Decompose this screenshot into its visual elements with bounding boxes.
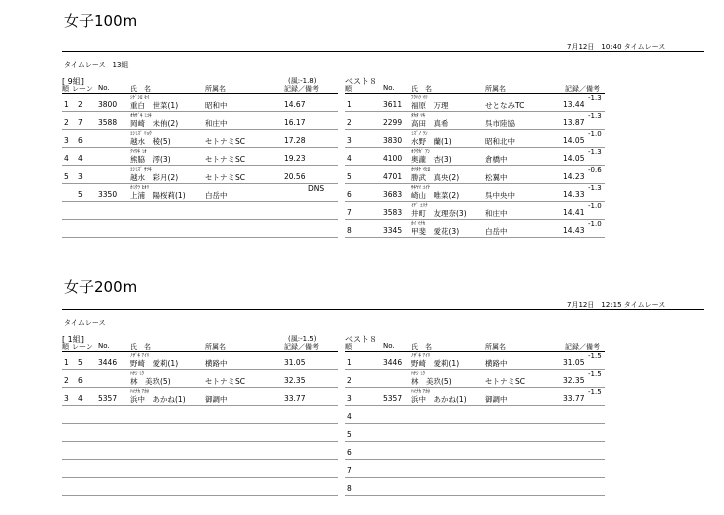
wind: -1.3 — [588, 184, 602, 192]
kana: ﾀｶﾀ ﾏｷ — [411, 113, 426, 119]
kana: ﾊﾏﾅｶ ｱｶﾈ — [411, 389, 431, 395]
athlete-name: 奥瀧 杏(3) — [411, 155, 452, 164]
record: 14.23 — [563, 172, 585, 181]
kana: ｺｼﾐｽﾞ ｻﾂｷ — [130, 167, 152, 173]
table-row — [345, 202, 605, 219]
table-row — [345, 424, 605, 441]
lane: 6 — [78, 376, 83, 385]
wind: -1.0 — [588, 220, 602, 228]
heat-wind: (風:-1.8) — [288, 77, 317, 85]
record: 31.05 — [563, 358, 585, 367]
team: 御調中 — [205, 395, 228, 404]
bib: 2299 — [383, 118, 403, 127]
athlete-name: 岡崎 未侑(2) — [130, 119, 179, 128]
col-record: 記録／備考 — [284, 343, 319, 351]
wind: -0.6 — [588, 166, 602, 174]
kana: ｼｹﾞｼﾛ ｾｲ — [130, 95, 150, 101]
lane: 5 — [78, 190, 83, 199]
record: DNS — [308, 184, 325, 193]
col-name: 氏 名 — [130, 85, 151, 93]
col-lane: レーン — [72, 343, 93, 351]
kana: ﾊﾔｼ ﾐｸ — [411, 371, 426, 377]
record: 32.35 — [563, 376, 585, 385]
athlete-name: 越水 稜(5) — [130, 137, 171, 146]
bib: 5357 — [98, 394, 118, 403]
bib: 3611 — [383, 100, 403, 109]
bib: 3350 — [98, 190, 118, 199]
heat-panel — [62, 75, 338, 245]
rank: 3 — [64, 394, 69, 403]
col-team: 所属名 — [485, 85, 506, 93]
record: 33.77 — [563, 394, 585, 403]
table-row — [345, 442, 605, 459]
kana: ｸﾏﾜｷ ﾐｵ — [130, 149, 147, 155]
best8-label: ベスト８ — [345, 335, 377, 344]
lane: 2 — [78, 100, 83, 109]
col-record: 記録／備考 — [565, 85, 600, 93]
team: セトナミSC — [205, 155, 245, 164]
rank: 3 — [64, 136, 69, 145]
col-rank: 順 — [62, 85, 69, 93]
rank: 5 — [64, 172, 69, 181]
kana: ﾊﾏﾅｶ ｱｶﾈ — [130, 389, 150, 395]
kana: ｶﾂﾀｹ ﾏﾋﾛ — [411, 167, 431, 173]
kana: ﾌｸﾊﾗ ﾏﾘ — [411, 95, 428, 101]
rank: 1 — [347, 358, 352, 367]
best8-panel — [345, 333, 605, 503]
heat-label: [ 9組] — [62, 77, 84, 86]
team: セトナミSC — [485, 377, 525, 386]
lane: 3 — [78, 172, 83, 181]
table-row — [62, 112, 338, 129]
athlete-name: 勝武 真央(2) — [411, 173, 460, 182]
record: 17.28 — [284, 136, 306, 145]
rank: 2 — [64, 376, 69, 385]
col-no: No. — [98, 84, 110, 92]
team: 呉市陸協 — [485, 119, 515, 128]
rank: 8 — [347, 226, 352, 235]
rank: 3 — [347, 136, 352, 145]
record: 14.05 — [563, 136, 585, 145]
wind: -1.3 — [588, 112, 602, 120]
rank: 7 — [347, 466, 352, 475]
col-team: 所属名 — [485, 343, 506, 351]
athlete-name: 福原 万理 — [411, 101, 449, 110]
col-rank: 順 — [345, 85, 352, 93]
heat-label: [ 1組] — [62, 335, 84, 344]
bib: 3345 — [383, 226, 403, 235]
athlete-name: 甲斐 愛花(3) — [411, 227, 460, 236]
athlete-name: 崎山 唯菜(2) — [411, 191, 460, 200]
kana: ｻｷﾔﾏ ﾕｲﾅ — [411, 185, 431, 191]
event-datetime: 7月12日 10:40 タイムレース — [567, 43, 666, 51]
col-rank: 順 — [62, 343, 69, 351]
heat-wind: (風:-1.5) — [288, 335, 317, 343]
table-row — [345, 460, 605, 477]
row-rule — [62, 477, 338, 478]
lane: 6 — [78, 136, 83, 145]
event-title: 女子100m — [64, 12, 138, 30]
lane: 4 — [78, 154, 83, 163]
row-rule — [62, 237, 338, 238]
bib: 3800 — [98, 100, 118, 109]
athlete-name: 野崎 愛莉(1) — [130, 359, 179, 368]
row-rule — [345, 237, 605, 238]
col-no: No. — [383, 84, 395, 92]
col-lane: レーン — [72, 85, 93, 93]
col-record: 記録／備考 — [565, 343, 600, 351]
athlete-name: 上浦 陽桜莉(1) — [130, 191, 186, 200]
table-row — [345, 352, 605, 369]
bib: 4701 — [383, 172, 403, 181]
rank: 8 — [347, 484, 352, 493]
wind: -1.5 — [588, 370, 602, 378]
lane: 4 — [78, 394, 83, 403]
team: セトナミSC — [205, 173, 245, 182]
heat-panel — [62, 333, 338, 503]
bib: 5357 — [383, 394, 403, 403]
record: 13.87 — [563, 118, 585, 127]
rank: 5 — [347, 172, 352, 181]
col-record: 記録／備考 — [284, 85, 319, 93]
kana: ﾊﾔｼ ﾐｸ — [130, 371, 145, 377]
table-row — [62, 370, 338, 387]
col-name: 氏 名 — [130, 343, 151, 351]
row-rule — [62, 219, 338, 220]
record: 14.43 — [563, 226, 585, 235]
wind: -1.0 — [588, 130, 602, 138]
event-datetime: 7月12日 12:15 タイムレース — [567, 301, 666, 309]
table-row — [62, 94, 338, 111]
team: 横路中 — [485, 359, 508, 368]
col-team: 所属名 — [205, 85, 226, 93]
table-row — [62, 388, 338, 405]
athlete-name: 野崎 愛莉(1) — [411, 359, 460, 368]
athlete-name: 熊脇 澪(3) — [130, 155, 171, 164]
divider — [62, 309, 704, 310]
bib: 3683 — [383, 190, 403, 199]
record: 32.35 — [284, 376, 306, 385]
record: 19.23 — [284, 154, 306, 163]
athlete-name: 越水 彩月(2) — [130, 173, 179, 182]
table-row — [345, 112, 605, 129]
kana: ｶｲ ﾏﾅｶ — [411, 221, 426, 227]
record: 14.41 — [563, 208, 585, 217]
lane: 5 — [78, 358, 83, 367]
bib: 3446 — [383, 358, 403, 367]
col-no: No. — [383, 342, 395, 350]
athlete-name: 浜中 あかね(1) — [130, 395, 186, 404]
divider — [62, 51, 704, 52]
wind: -1.5 — [588, 388, 602, 396]
rank: 6 — [347, 190, 352, 199]
row-rule — [62, 405, 338, 406]
event-subtitle: タイムレース 13組 — [64, 61, 129, 69]
record: 14.67 — [284, 100, 306, 109]
record: 13.44 — [563, 100, 585, 109]
team: 横路中 — [205, 359, 228, 368]
bib: 3583 — [383, 208, 403, 217]
col-rank: 順 — [345, 343, 352, 351]
row-rule — [62, 441, 338, 442]
rank: 5 — [347, 430, 352, 439]
table-row — [345, 220, 605, 237]
table-row — [345, 148, 605, 165]
wind: -1.3 — [588, 94, 602, 102]
athlete-name: 井町 友理奈(3) — [411, 209, 467, 218]
wind: -1.0 — [588, 202, 602, 210]
bib: 3830 — [383, 136, 403, 145]
rank: 1 — [64, 100, 69, 109]
kana: ﾉｻﾞｷ ｱｲﾘ — [411, 353, 431, 359]
record: 33.77 — [284, 394, 306, 403]
row-rule — [345, 495, 605, 496]
team: セトナミSC — [205, 377, 245, 386]
rank: 4 — [347, 412, 352, 421]
team: 松翼中 — [485, 173, 508, 182]
team: 和庄中 — [485, 209, 508, 218]
kana: ｺｼﾐｽﾞ ﾘｮｳ — [130, 131, 152, 137]
team: セトナミSC — [205, 137, 245, 146]
athlete-name: 浜中 あかね(1) — [411, 395, 467, 404]
table-row — [62, 184, 338, 201]
team: 白岳中 — [205, 191, 228, 200]
col-name: 氏 名 — [411, 343, 432, 351]
table-row — [62, 166, 338, 183]
team: 昭和北中 — [485, 137, 515, 146]
bib: 3588 — [98, 118, 118, 127]
lane: 7 — [78, 118, 83, 127]
table-row — [62, 352, 338, 369]
kana: ﾐｽﾞﾉ ﾗﾝ — [411, 131, 428, 137]
table-row — [345, 388, 605, 405]
athlete-name: 高田 真希 — [411, 119, 449, 128]
table-row — [345, 406, 605, 423]
rank: 2 — [347, 376, 352, 385]
table-row — [345, 166, 605, 183]
rank: 2 — [64, 118, 69, 127]
rank: 2 — [347, 118, 352, 127]
best8-label: ベスト８ — [345, 77, 377, 86]
table-row — [345, 370, 605, 387]
kana: ｲﾃﾞ ﾕﾘﾅ — [411, 203, 428, 209]
event-title: 女子200m — [64, 278, 138, 296]
row-rule — [62, 201, 338, 202]
col-name: 氏 名 — [411, 85, 432, 93]
bib: 4100 — [383, 154, 403, 163]
bib: 3446 — [98, 358, 118, 367]
athlete-name: 水野 蘭(1) — [411, 137, 452, 146]
record: 16.17 — [284, 118, 306, 127]
col-team: 所属名 — [205, 343, 226, 351]
kana: ﾉｻﾞｷ ｱｲﾘ — [130, 353, 150, 359]
team: 昭和中 — [205, 101, 228, 110]
table-row — [345, 130, 605, 147]
team: せとなみTC — [485, 101, 525, 110]
table-row — [345, 184, 605, 201]
rank: 3 — [347, 394, 352, 403]
team: 呉中央中 — [485, 191, 515, 200]
rank: 1 — [347, 100, 352, 109]
rank: 7 — [347, 208, 352, 217]
rank: 6 — [347, 448, 352, 457]
row-rule — [62, 459, 338, 460]
table-row — [62, 148, 338, 165]
team: 白岳中 — [485, 227, 508, 236]
kana: ｵｸｳｶﾞ ｱﾝ — [411, 149, 431, 155]
row-rule — [62, 495, 338, 496]
team: 倉橋中 — [485, 155, 508, 164]
record: 20.56 — [284, 172, 306, 181]
kana: ｶﾐｳﾗ ﾋｵﾘ — [130, 185, 150, 191]
team: 和庄中 — [205, 119, 228, 128]
rank: 4 — [347, 154, 352, 163]
rank: 4 — [64, 154, 69, 163]
wind: -1.3 — [588, 148, 602, 156]
best8-panel — [345, 75, 605, 245]
kana: ｵｶｻﾞｷ ﾐﾕｷ — [130, 113, 152, 119]
record: 31.05 — [284, 358, 306, 367]
wind: -1.5 — [588, 352, 602, 360]
col-no: No. — [98, 342, 110, 350]
rank: 1 — [64, 358, 69, 367]
record: 14.33 — [563, 190, 585, 199]
athlete-name: 重白 世菜(1) — [130, 101, 179, 110]
table-row — [62, 130, 338, 147]
record: 14.05 — [563, 154, 585, 163]
event-subtitle: タイムレース — [64, 319, 106, 327]
team: 御調中 — [485, 395, 508, 404]
table-row — [345, 478, 605, 495]
athlete-name: 林 美玖(5) — [411, 377, 452, 386]
table-row — [345, 94, 605, 111]
row-rule — [62, 423, 338, 424]
athlete-name: 林 美玖(5) — [130, 377, 171, 386]
